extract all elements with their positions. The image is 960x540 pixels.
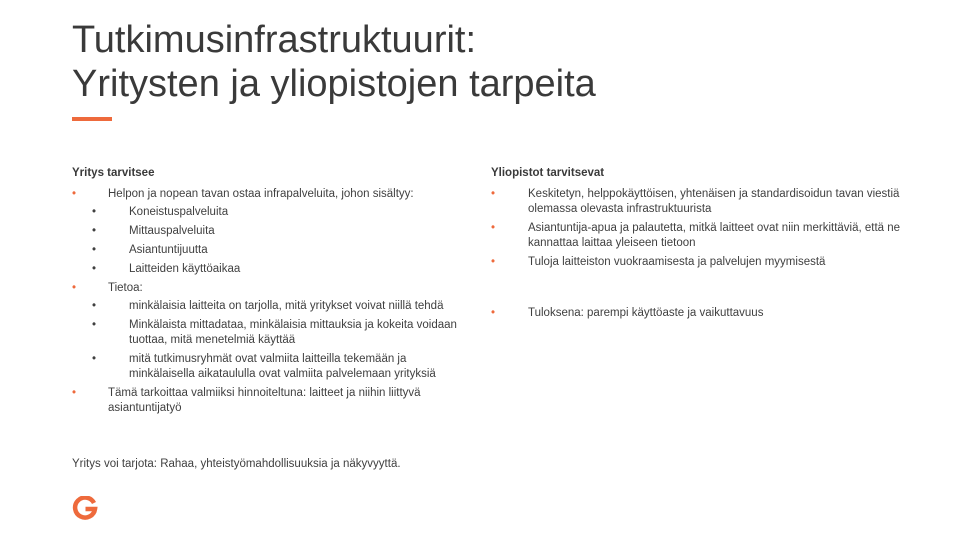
sub-list-item: • mitä tutkimusryhmät ovat valmiita laitteilla tekemään ja minkälaisella aikataululla ovat valmiita palvelemaan yrityksiä — [108, 352, 472, 382]
university-needs-heading: Yliopistot tarvitsevat — [491, 167, 605, 179]
sub-list-item: • Minkälaista mittadataa, minkälaisia mittauksia ja kokeita voidaan tuottaa, mitä menetelmiä käyttää — [108, 318, 472, 348]
list-item-text: Helpon ja nopean tavan ostaa infrapalveluita, johon sisältyy: — [108, 188, 414, 200]
company-needs-heading: Yritys tarvitsee — [72, 167, 155, 179]
sub-list-item: • Asiantuntijuutta — [108, 243, 472, 258]
list-item: • Tuloja laitteiston vuokraamisesta ja palvelujen myymisestä — [491, 255, 911, 270]
list-item — [72, 187, 472, 277]
sub-list-item: • Mittauspalveluita — [108, 224, 472, 239]
list-item: • Keskitetyn, helppokäyttöisen, yhtenäisen ja standardisoidun tavan viestiä olemassa olevasta infrastruktuurista — [491, 187, 911, 217]
slide-title-line-1: Tutkimusinfrastruktuurit: — [72, 19, 477, 61]
list-item: • Tuloksena: parempi käyttöaste ja vaikuttavuus — [491, 306, 911, 321]
company-needs-list — [72, 187, 472, 416]
university-needs-column — [491, 166, 911, 325]
university-needs-list — [491, 187, 911, 321]
g-logo-icon — [72, 496, 98, 522]
list-item — [72, 281, 472, 382]
sub-list — [108, 299, 472, 382]
sub-list-item: • Koneistuspalveluita — [108, 205, 472, 220]
slide-title — [72, 18, 892, 106]
company-offer-note: Yritys voi tarjota: Rahaa, yhteistyömahdollisuuksia ja näkyvyyttä. — [72, 458, 401, 470]
list-item-text: Tämä tarkoittaa valmiiksi hinnoiteltuna: laitteet ja niihin liittyvä asiantuntijatyö — [108, 387, 421, 414]
company-needs-column — [72, 166, 472, 419]
list-item-text: Tietoa: — [108, 282, 143, 294]
sub-list-item: • minkälaisia laitteita on tarjolla, mitä yritykset voivat niillä tehdä — [108, 299, 472, 314]
list-item: • Asiantuntija-apua ja palautetta, mitkä laitteet ovat niin merkittäviä, että ne kannattaa laittaa yleiseen tietoon — [491, 221, 911, 251]
list-item — [72, 386, 472, 416]
sub-list-item: • Laitteiden käyttöaikaa — [108, 262, 472, 277]
sub-list — [108, 205, 472, 277]
slide-title-line-2: Yritysten ja yliopistojen tarpeita — [72, 63, 596, 105]
title-accent-bar — [72, 117, 112, 121]
